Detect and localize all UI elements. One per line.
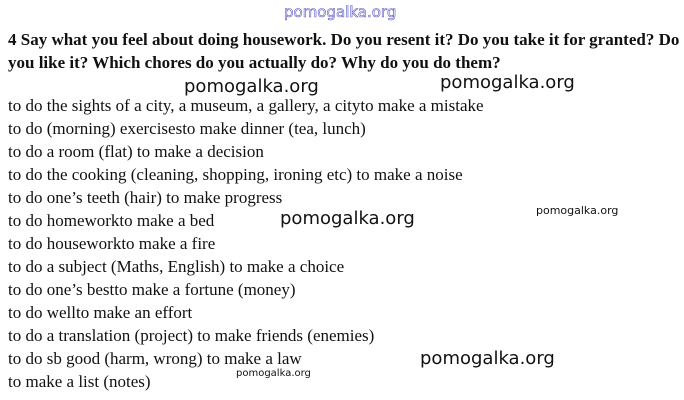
phrase-line: to do a translation (project) to make friends (enemies) bbox=[8, 326, 375, 345]
phrase-line: to do one’s bestto make a fortune (money) bbox=[8, 280, 296, 299]
watermark: pomogalka.org bbox=[280, 208, 415, 229]
phrase-line: to do a room (flat) to make a decision bbox=[8, 142, 264, 161]
phrase-list bbox=[8, 94, 484, 393]
phrase-line: to do homeworkto make a bed bbox=[8, 211, 215, 230]
phrase-line: to do wellto make an effort bbox=[8, 303, 193, 322]
phrase-line: to do the sights of a city, a museum, a gallery, a cityto make a mistake bbox=[8, 96, 484, 115]
watermark: pomogalka.org bbox=[184, 76, 319, 97]
task-instruction: 4 Say what you feel about doing housework. Do you resent it? Do you take it for granted? Do you like it? Which chores do you actually do? Why do you do them? bbox=[8, 30, 680, 72]
phrase-line: to do sb good (harm, wrong) to make a law bbox=[8, 349, 302, 368]
phrase-line: to do one’s teeth (hair) to make progress bbox=[8, 188, 283, 207]
watermark: pomogalka.org bbox=[440, 72, 575, 93]
watermark-top: pomogalka.org bbox=[284, 3, 397, 21]
phrase-line: to do houseworkto make a fire bbox=[8, 234, 216, 253]
watermark: pomogalka.org bbox=[236, 368, 311, 379]
watermark: pomogalka.org bbox=[420, 348, 555, 369]
phrase-line: to make a list (notes) bbox=[8, 372, 151, 391]
phrase-line: to do a subject (Maths, English) to make a choice bbox=[8, 257, 345, 276]
watermark: pomogalka.org bbox=[536, 204, 619, 217]
phrase-line: to do the cooking (cleaning, shopping, ironing etc) to make a noise bbox=[8, 165, 463, 184]
phrase-line: to do (morning) exercisesto make dinner (tea, lunch) bbox=[8, 119, 366, 138]
